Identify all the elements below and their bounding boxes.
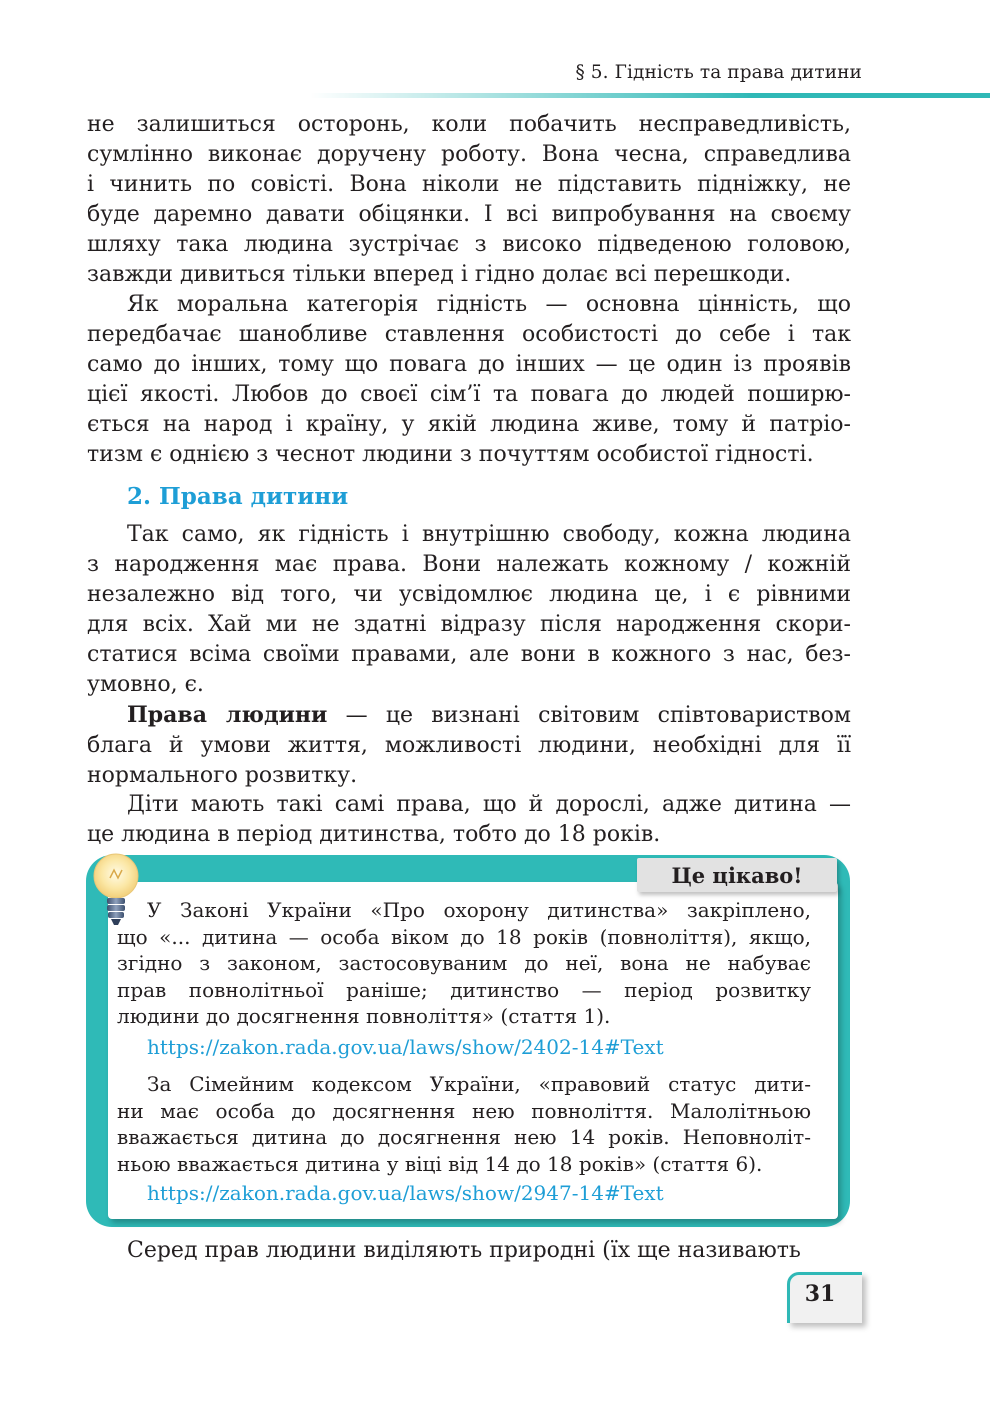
text-line: людини до досягнення повноліття» (стаття 1). [117,1004,611,1028]
text-line: Серед прав людини виділяють природні (їх ще називають [127,1238,801,1263]
text-line: для всіх. Хай ми не здатні відразу після народження скори- [87,612,851,637]
paragraph-1 [87,110,851,290]
text-line: умовно, є. [87,672,204,697]
paragraph-2 [87,290,851,470]
text-line: нормального розвитку. [87,763,358,788]
text-line: згідно з законом, застосовуваним до неї, вона не набуває [117,951,811,975]
text-line: ється на народ і країну, у якій людина живе, тому й патріо- [87,412,851,437]
text-line: само до інших, тому що повага до інших — це один із проявів [87,352,851,377]
paragraph-3 [87,520,851,700]
paragraph-5 [87,790,851,850]
text-line: це людина в період дитинства, тобто до 18 років. [87,822,661,847]
paragraph-4 [87,700,851,791]
info-box-paragraph-1 [117,897,811,1030]
text-line [87,700,851,731]
text-line: цієї якості. Любов до своєї сім’ї та повага до людей поширю- [87,382,851,407]
text-line: вважається дитина до досягнення нею 14 років. Неповноліт- [117,1125,811,1149]
text-fragment: — це визнані світовим співтовариством [327,703,851,728]
text-line: Так само, як гідність і внутрішню свободу, кожна людина [127,522,851,547]
info-box-paragraph-2 [117,1071,811,1177]
info-box-tag: Це цікаво! [637,858,837,892]
running-header: § 5. Гідність та права дитини [575,62,862,83]
law-link-1[interactable]: https://zakon.rada.gov.ua/laws/show/2402-14#Text [147,1035,664,1059]
text-line: що «... дитина — особа віком до 18 років (повноліття), якщо, [117,924,811,949]
text-line: буде даремно давати обіцянки. І всі випробування на своєму [87,202,851,227]
text-line: У Законі України «Про охорону дитинства» закріплено, [147,898,811,922]
text-line: передбачає шанобливе ставлення особистості до себе і так [87,322,851,347]
text-line: За Сімейним кодексом України, «правовий статус дити- [147,1072,811,1096]
page-number: 31 [804,1281,836,1307]
text-line: завжди дивиться тільки вперед і гідно долає всі перешкоди. [87,262,792,287]
text-line: прав повнолітньої раніше; дитинство — період розвитку [117,977,811,1002]
text-line: статися всіма своїми правами, але вони в кожного з нас, без- [87,642,851,667]
text-line: не залишиться осторонь, коли побачить несправедливість, [87,112,851,137]
text-line: блага й умови життя, можливості людини, необхідні для її [87,733,851,758]
section-heading: 2. Права дитини [127,483,349,510]
text-line: сумлінно виконає доручену роботу. Вона чесна, справедлива [87,142,851,167]
text-line: і чинить по совісті. Вона ніколи не підставить підніжку, не [87,172,851,197]
text-line: ньою вважається дитина у віці від 14 до 18 років» (стаття 6). [117,1151,763,1176]
term-bold: Права людини [127,702,328,728]
law-link-2[interactable]: https://zakon.rada.gov.ua/laws/show/2947-14#Text [147,1181,664,1205]
text-line: Діти мають такі самі права, що й дорослі, адже дитина — [127,792,851,817]
header-rule [310,93,990,98]
text-line: незалежно від того, чи усвідомлює людина це, і є рівними [87,582,851,607]
text-line: тизм є однією з чеснот людини з почуттям особистої гідності. [87,442,814,467]
text-line: ни має особа до досягнення нею повноліття. Малолітньою [117,1098,811,1123]
text-line: Як моральна категорія гідність — основна цінність, що [127,292,851,317]
paragraph-6 [87,1236,851,1266]
text-line: з народження має права. Вони належать кожному / кожній [87,552,851,577]
text-line: шляху така людина зустрічає з високо підведеною головою, [87,232,851,257]
